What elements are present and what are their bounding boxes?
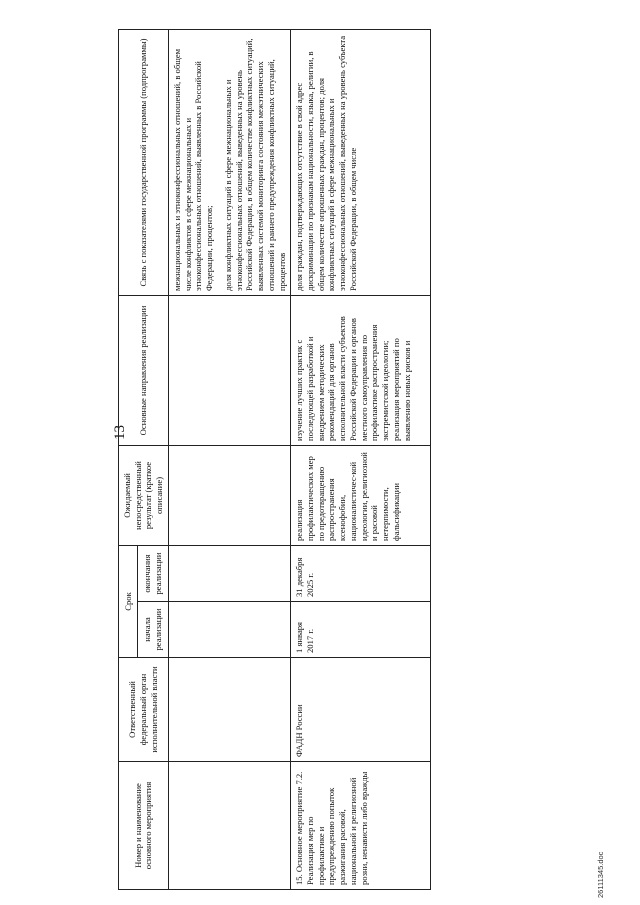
header-directions: Основные направления реализации — [119, 295, 169, 445]
rotated-table-container — [118, 30, 538, 890]
term-end-cell: 31 декабря 2025 г. — [291, 545, 431, 601]
term-start-cell: 1 января 2017 г. — [291, 602, 431, 658]
measure-name-cell: 15. Основное мероприятие 7.2. Реализация мер по профилактике и предупреждению попыток разжигания расовой, национальной и религиозной розни, ненависти либо вражды — [291, 762, 431, 890]
document-code: 26111345.doc — [596, 851, 605, 898]
header-term-start: начала реализации — [138, 602, 169, 658]
indicators-cell — [168, 29, 290, 295]
result-cell: реализация профилактических мер по предотвращению распространения ксенофобии, националистичес-кой идеологии, религиозной и расовой нетерпимости, фальсификации — [291, 445, 431, 545]
indicator-text: межнациональных и этноконфессиональных отношений, в общем числе конфликтов в сфере межнациональных и этноконфессиональных отношений, выявленных в Российской Федерации, процентов; — [171, 48, 215, 291]
header-term-end: окончания реализации — [138, 545, 169, 601]
page-number: 13 — [112, 425, 128, 440]
indicator-text: доля конфликтных ситуаций в сфере межнациональных и этноконфессиональных отношений, выведенных на уровень Российской Федерации, в общем количестве конфликтных ситуаций, выявленных системой мониторинга состояния межэтнических отношений и раннего предупреждения конфликтных ситуаций, процентов — [222, 38, 287, 291]
header-result: Ожидаемый непосредственный результат (краткое описание) — [119, 445, 169, 545]
table-row-continuation — [168, 29, 290, 889]
header-responsible: Ответственный федеральный орган исполнительной власти — [119, 658, 169, 762]
header-measure: Номер и наименование основного мероприятия — [119, 762, 169, 890]
responsible-cell: ФАДН России — [291, 658, 431, 762]
header-indicators: Связь с показателями государственной программы (подпрограммы) — [119, 29, 169, 295]
header-term: Срок — [119, 545, 138, 657]
table-row-measure-7-2 — [291, 29, 431, 889]
indicators-cell: доля граждан, подтверждающих отсутствие в свой адрес дискриминации по признакам национальности, языка, религии, в общем количестве опрошенных граждан, процентов; доля конфликтных ситуаций в сфере межнациональных и этноконфессиональных отношений, выведенных на уровень субъекта Российской Федерации, в общем числе — [291, 29, 431, 295]
directions-cell: изучение лучших практик с последующей разработкой и внедрением методических рекомендаций для органов исполнительной власти субъектов Российской Федерации и органов местного самоуправления по профилактике распространения экстремистской идеологии; реализация мероприятий по выявлению новых рисков и — [291, 295, 431, 445]
measures-table — [118, 29, 431, 890]
